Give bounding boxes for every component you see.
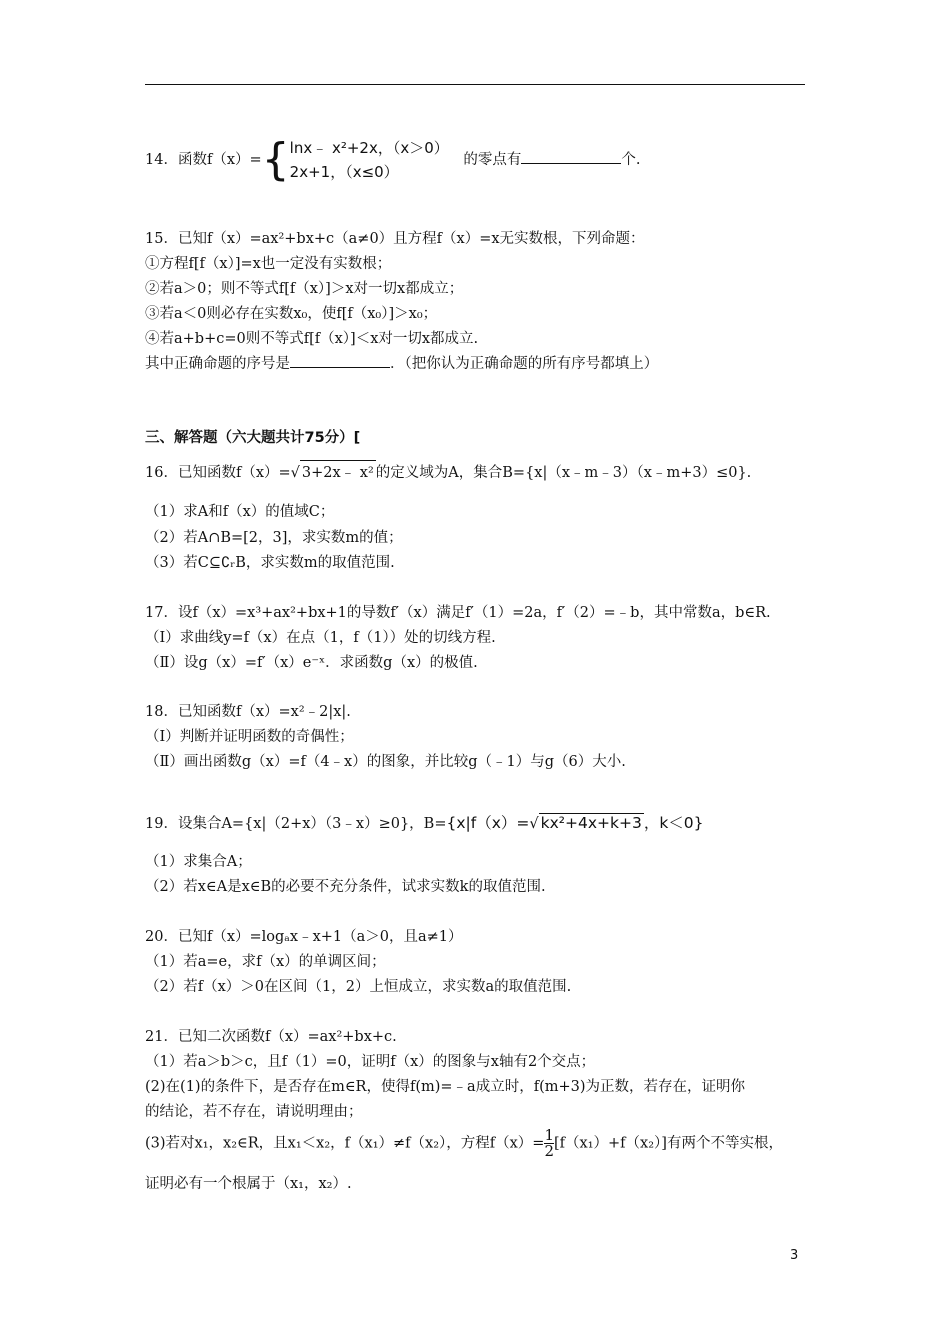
q19-suffix: ，k＜0} [643,814,704,832]
q18-line1: 18．已知函数f（x）=x²﹣2|x|. [145,704,351,720]
q21-line1: 21．已知二次函数f（x）=ax²+bx+c. [145,1029,397,1045]
q15-line2: ①方程f[f（x）]=x也一定没有实数根； [145,256,392,272]
q14-suffix: 的零点有 [463,152,522,168]
q19-prefix: 19．设集合A={x|（2+x）（3﹣x）≥0}，B= [145,816,447,832]
q21-line5 [145,1128,783,1159]
q20-line3: （2）若f（x）＞0在区间（1，2）上恒成立，求实数a的取值范围. [145,979,572,995]
q14-case2: 2x+1，（x≤0） [289,163,399,181]
q20-line1: 20．已知f（x）=logₐx﹣x+1（a＞0，且a≠1） [145,929,463,945]
q19-set-b: {x|f（x）= [446,814,530,832]
q21-line3: (2)在(1)的条件下，是否存在m∈R，使得f(m)=﹣a成立时，f(m+3)为正数，若存在，证明你 [145,1079,746,1095]
q21-part3-prefix: (3)若对x₁，x₂∈R，且x₁＜x₂，f（x₁）≠f（x₂），方程f（x）= [145,1135,545,1152]
q21-denominator: 2 [544,1142,555,1160]
q19-line2: （1）求集合A； [145,854,252,870]
q14-answer-blank[interactable] [521,149,621,164]
q16-line2: （1）求A和f（x）的值域C； [145,504,335,520]
q14-cases [290,136,449,184]
q16-suffix: 的定义域为A，集合B={x|（x﹣m﹣3）（x﹣m+3）≤0}. [375,465,752,481]
q21-numerator: 1 [544,1126,555,1144]
q19-line3: （2）若x∈A是x∈B的必要不充分条件，试求实数k的取值范围. [145,879,546,895]
q14-unit: 个. [621,152,641,168]
q17-line1: 17．设f（x）=x³+ax²+bx+1的导数f′（x）满足f′（1）=2a，f′（2）=﹣b，其中常数a，b∈R. [145,605,771,621]
q15-line1: 15．已知f（x）=ax²+bx+c（a≠0）且方程f（x）=x无实数根，下列命题： [145,231,645,247]
q14-case1: lnx﹣ x²+2x，（x＞0） [289,139,449,157]
q16-radicand: 3+2x﹣ x² [300,460,376,482]
page-number: 3 [790,1248,799,1263]
q18-line2: （Ⅰ）判断并证明函数的奇偶性； [145,729,354,745]
q19-radicand: kx²+4x+k+3 [540,814,642,832]
q16-line4: （3）若C⊆∁ᵣB，求实数m的取值范围. [145,555,395,571]
q16-line3: （2）若A∩B=[2，3]，求实数m的值； [145,530,403,546]
q15-note: ．（把你认为正确命题的所有序号都填上） [390,356,659,372]
q15-line3: ②若a＞0；则不等式f[f（x）]＞x对一切x都成立； [145,281,464,297]
q17-line3: （Ⅱ）设g（x）=f′（x）e⁻ˣ．求函数g（x）的极值. [145,655,478,671]
q21-part3-suffix: [f（x₁）+f（x₂）]有两个不等实根， [554,1135,783,1152]
q20-line2: （1）若a=e，求f（x）的单调区间； [145,954,386,970]
q16-line1: 16．已知函数f（x）=√ 3+2x﹣ x² 的定义域为A，集合B={x|（x﹣m﹣3）（x﹣m+3）≤0}. [145,460,751,482]
q14-prefix: 14．函数f（x）= [145,152,262,168]
question-14 [145,136,641,184]
q19-line1: 19．设集合A={x|（2+x）（3﹣x）≥0}，B={x|f（x）=√ kx²+4x+k+3 ，k＜0} [145,814,704,832]
q14-brace: { [261,134,290,185]
q15-prompt: 其中正确命题的序号是 [145,356,290,372]
q15-answer-blank[interactable] [290,353,390,368]
q17-line2: （Ⅰ）求曲线y=f（x）在点（1，f（1））处的切线方程. [145,630,496,646]
q21-line6: 证明必有一个根属于（x₁，x₂）. [145,1176,352,1192]
header-rule [145,84,805,85]
q16-prefix: 16．已知函数f（x）= [145,465,291,481]
q21-line2: （1）若a＞b＞c，且f（1）=0，证明f（x）的图象与x轴有2个交点； [145,1054,596,1070]
q15-line4: ③若a＜0则必存在实数x₀，使f[f（x₀）]＞x₀； [145,306,438,322]
q15-line6 [145,352,658,373]
q21-line4: 的结论，若不存在，请说明理由； [145,1104,363,1120]
q15-line5: ④若a+b+c=0则不等式f[f（x）]＜x对一切x都成立. [145,331,479,347]
q21-fraction [544,1128,554,1159]
section-3-heading: 三、解答题（六大题共计75分）[ [145,430,361,446]
q18-line3: （Ⅱ）画出函数g（x）=f（4﹣x）的图象，并比较g（﹣1）与g（6）大小. [145,754,626,770]
